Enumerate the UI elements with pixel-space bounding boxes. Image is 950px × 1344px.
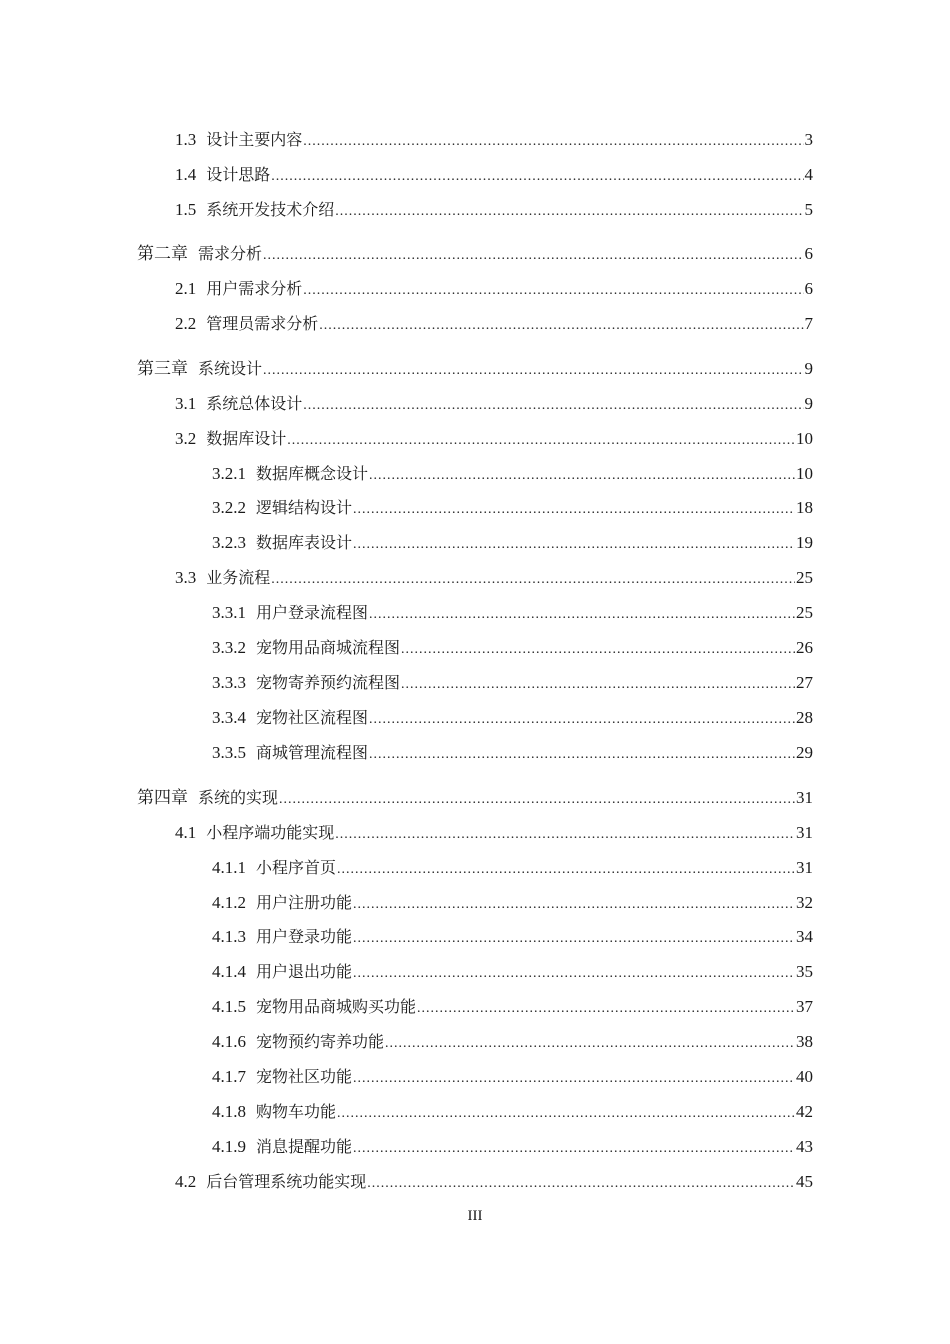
toc-dot-leader <box>369 465 795 487</box>
toc-entry-page-number: 9 <box>804 394 813 413</box>
toc-entry-title: 逻辑结构设计 <box>256 498 353 517</box>
toc-dot-leader <box>401 639 795 661</box>
toc-entry[interactable] <box>212 926 813 948</box>
toc-dot-leader <box>303 395 803 417</box>
toc-entry-number: 4.1.5 <box>212 997 246 1016</box>
toc-entry-number: 3.2.3 <box>212 533 246 552</box>
toc-entry[interactable] <box>212 1136 813 1158</box>
toc-entry-page-number: 6 <box>804 244 813 263</box>
toc-dot-leader <box>353 1068 795 1090</box>
toc-dot-leader <box>353 894 795 916</box>
toc-dot-leader <box>271 166 803 188</box>
toc-entry[interactable] <box>175 129 813 151</box>
toc-dot-leader <box>369 604 795 626</box>
toc-entry-title: 系统开发技术介绍 <box>206 200 335 219</box>
toc-dot-leader <box>353 963 795 985</box>
toc-entry[interactable] <box>212 961 813 983</box>
toc-entry-title: 宠物预约寄养功能 <box>256 1032 385 1051</box>
toc-entry-title: 宠物社区功能 <box>256 1067 353 1086</box>
toc-entry-number: 4.2 <box>175 1172 197 1191</box>
toc-entry[interactable] <box>175 313 813 335</box>
toc-entry-page-number: 34 <box>796 927 813 946</box>
toc-entry-title: 数据库设计 <box>206 429 287 448</box>
toc-entry-page-number: 40 <box>796 1067 813 1086</box>
toc-dot-leader <box>353 1138 795 1160</box>
toc-entry-number: 第三章 <box>137 359 188 378</box>
toc-entry-title: 用户注册功能 <box>256 893 353 912</box>
toc-entry-title: 宠物寄养预约流程图 <box>256 673 401 692</box>
toc-entry-page-number: 38 <box>796 1032 813 1051</box>
toc-entry[interactable] <box>175 567 813 589</box>
toc-entry-page-number: 10 <box>796 429 813 448</box>
toc-entry[interactable] <box>212 672 813 694</box>
toc-entry[interactable] <box>175 428 813 450</box>
toc-entry[interactable] <box>212 857 813 879</box>
toc-entry-number: 4.1.4 <box>212 962 246 981</box>
toc-entry-number: 4.1 <box>175 823 197 842</box>
toc-entry-title: 用户需求分析 <box>206 279 303 298</box>
toc-entry-title: 设计主要内容 <box>206 130 303 149</box>
toc-entry-page-number: 3 <box>804 130 813 149</box>
toc-entry-title: 消息提醒功能 <box>256 1137 353 1156</box>
toc-entry-title: 用户登录流程图 <box>256 603 369 622</box>
toc-entry-title: 商城管理流程图 <box>256 743 369 762</box>
toc-entry-number: 1.5 <box>175 200 197 219</box>
toc-entry-number: 1.3 <box>175 130 197 149</box>
toc-entry-page-number: 26 <box>796 638 813 657</box>
toc-entry-page-number: 25 <box>796 568 813 587</box>
toc-dot-leader <box>401 674 795 696</box>
toc-entry-page-number: 9 <box>804 359 813 378</box>
toc-entry-number: 2.2 <box>175 314 197 333</box>
toc-entry-page-number: 7 <box>804 314 813 333</box>
toc-entry-page-number: 45 <box>796 1172 813 1191</box>
toc-entry-page-number: 31 <box>796 788 813 807</box>
toc-entry[interactable] <box>137 787 813 809</box>
toc-entry[interactable] <box>175 278 813 300</box>
toc-entry-title: 用户登录功能 <box>256 927 353 946</box>
toc-dot-leader <box>385 1033 795 1055</box>
toc-dot-leader <box>303 280 803 302</box>
toc-dot-leader <box>287 430 795 452</box>
toc-entry-page-number: 25 <box>796 603 813 622</box>
toc-dot-leader <box>369 709 795 731</box>
toc-entry-number: 3.3.3 <box>212 673 246 692</box>
toc-entry-page-number: 42 <box>796 1102 813 1121</box>
toc-entry-number: 4.1.1 <box>212 858 246 877</box>
toc-entry-page-number: 18 <box>796 498 813 517</box>
toc-entry-number: 3.2.1 <box>212 464 246 483</box>
toc-entry-title: 管理员需求分析 <box>206 314 319 333</box>
toc-entry-title: 小程序端功能实现 <box>206 823 335 842</box>
toc-entry-number: 4.1.9 <box>212 1137 246 1156</box>
toc-entry-number: 3.3.5 <box>212 743 246 762</box>
toc-dot-leader <box>263 360 803 382</box>
toc-entry-page-number: 4 <box>804 165 813 184</box>
toc-entry[interactable] <box>212 707 813 729</box>
toc-entry-title: 后台管理系统功能实现 <box>206 1172 367 1191</box>
toc-entry[interactable] <box>175 822 813 844</box>
toc-entry-title: 数据库概念设计 <box>256 464 369 483</box>
toc-entry-number: 4.1.3 <box>212 927 246 946</box>
toc-entry-number: 4.1.8 <box>212 1102 246 1121</box>
toc-entry-number: 第二章 <box>137 244 188 263</box>
toc-dot-leader <box>337 859 795 881</box>
toc-entry-title: 数据库表设计 <box>256 533 353 552</box>
toc-entry-number: 1.4 <box>175 165 197 184</box>
toc-dot-leader <box>271 569 795 591</box>
toc-entry[interactable] <box>212 497 813 519</box>
toc-entry-page-number: 32 <box>796 893 813 912</box>
toc-dot-leader <box>337 1103 795 1125</box>
toc-entry-page-number: 19 <box>796 533 813 552</box>
toc-dot-leader <box>353 534 795 556</box>
toc-entry[interactable] <box>137 243 813 265</box>
toc-entry-page-number: 5 <box>804 200 813 219</box>
toc-entry-page-number: 43 <box>796 1137 813 1156</box>
toc-entry-title: 用户退出功能 <box>256 962 353 981</box>
toc-entry-page-number: 27 <box>796 673 813 692</box>
toc-dot-leader <box>369 744 795 766</box>
toc-dot-leader <box>417 998 795 1020</box>
toc-dot-leader <box>335 201 803 223</box>
toc-entry-title: 业务流程 <box>206 568 271 587</box>
toc-entry[interactable] <box>212 996 813 1018</box>
toc-entry-title: 宠物用品商城流程图 <box>256 638 401 657</box>
toc-entry-page-number: 29 <box>796 743 813 762</box>
toc-entry-number: 3.3 <box>175 568 197 587</box>
toc-entry[interactable] <box>212 463 813 485</box>
toc-entry[interactable] <box>212 742 813 764</box>
toc-dot-leader <box>335 824 795 846</box>
toc-entry-page-number: 31 <box>796 823 813 842</box>
toc-entry-title: 宠物用品商城购买功能 <box>256 997 417 1016</box>
toc-entry[interactable] <box>212 637 813 659</box>
toc-entry-title: 宠物社区流程图 <box>256 708 369 727</box>
toc-entry-number: 3.1 <box>175 394 197 413</box>
toc-entry[interactable] <box>175 1171 813 1193</box>
toc-entry-title: 购物车功能 <box>256 1102 337 1121</box>
toc-entry-number: 3.3.1 <box>212 603 246 622</box>
toc-entry-page-number: 37 <box>796 997 813 1016</box>
toc-entry-title: 需求分析 <box>198 244 263 263</box>
toc-entry-number: 3.2 <box>175 429 197 448</box>
toc-entry-number: 3.3.4 <box>212 708 246 727</box>
toc-dot-leader <box>353 499 795 521</box>
toc-dot-leader <box>367 1173 795 1195</box>
toc-dot-leader <box>353 928 795 950</box>
toc-entry[interactable] <box>212 532 813 554</box>
toc-entry-number: 3.2.2 <box>212 498 246 517</box>
toc-entry-number: 第四章 <box>137 788 188 807</box>
toc-entry-page-number: 10 <box>796 464 813 483</box>
toc-dot-leader <box>319 315 803 337</box>
toc-entry-number: 3.3.2 <box>212 638 246 657</box>
toc-entry[interactable] <box>137 358 813 380</box>
toc-entry-page-number: 6 <box>804 279 813 298</box>
toc-entry-page-number: 28 <box>796 708 813 727</box>
toc-entry[interactable] <box>212 892 813 914</box>
toc-entry[interactable] <box>212 602 813 624</box>
toc-entry[interactable] <box>212 1101 813 1123</box>
page-footer-number: III <box>467 1208 483 1224</box>
toc-entry-page-number: 35 <box>796 962 813 981</box>
toc-entry[interactable] <box>212 1031 813 1053</box>
toc-entry-title: 系统设计 <box>198 359 263 378</box>
toc-entry-title: 系统总体设计 <box>206 394 303 413</box>
toc-entry-title: 设计思路 <box>206 165 271 184</box>
toc-entry-number: 4.1.7 <box>212 1067 246 1086</box>
toc-dot-leader <box>303 131 803 153</box>
toc-entry-page-number: 31 <box>796 858 813 877</box>
toc-entry[interactable] <box>175 199 813 221</box>
toc-entry[interactable] <box>175 164 813 186</box>
toc-entry-title: 小程序首页 <box>256 858 337 877</box>
toc-entry-title: 系统的实现 <box>198 788 279 807</box>
toc-entry-number: 4.1.2 <box>212 893 246 912</box>
toc-entry[interactable] <box>212 1066 813 1088</box>
toc-entry-number: 4.1.6 <box>212 1032 246 1051</box>
toc-dot-leader <box>263 245 803 267</box>
toc-entry-number: 2.1 <box>175 279 197 298</box>
toc-entry[interactable] <box>175 393 813 415</box>
toc-dot-leader <box>279 789 795 811</box>
